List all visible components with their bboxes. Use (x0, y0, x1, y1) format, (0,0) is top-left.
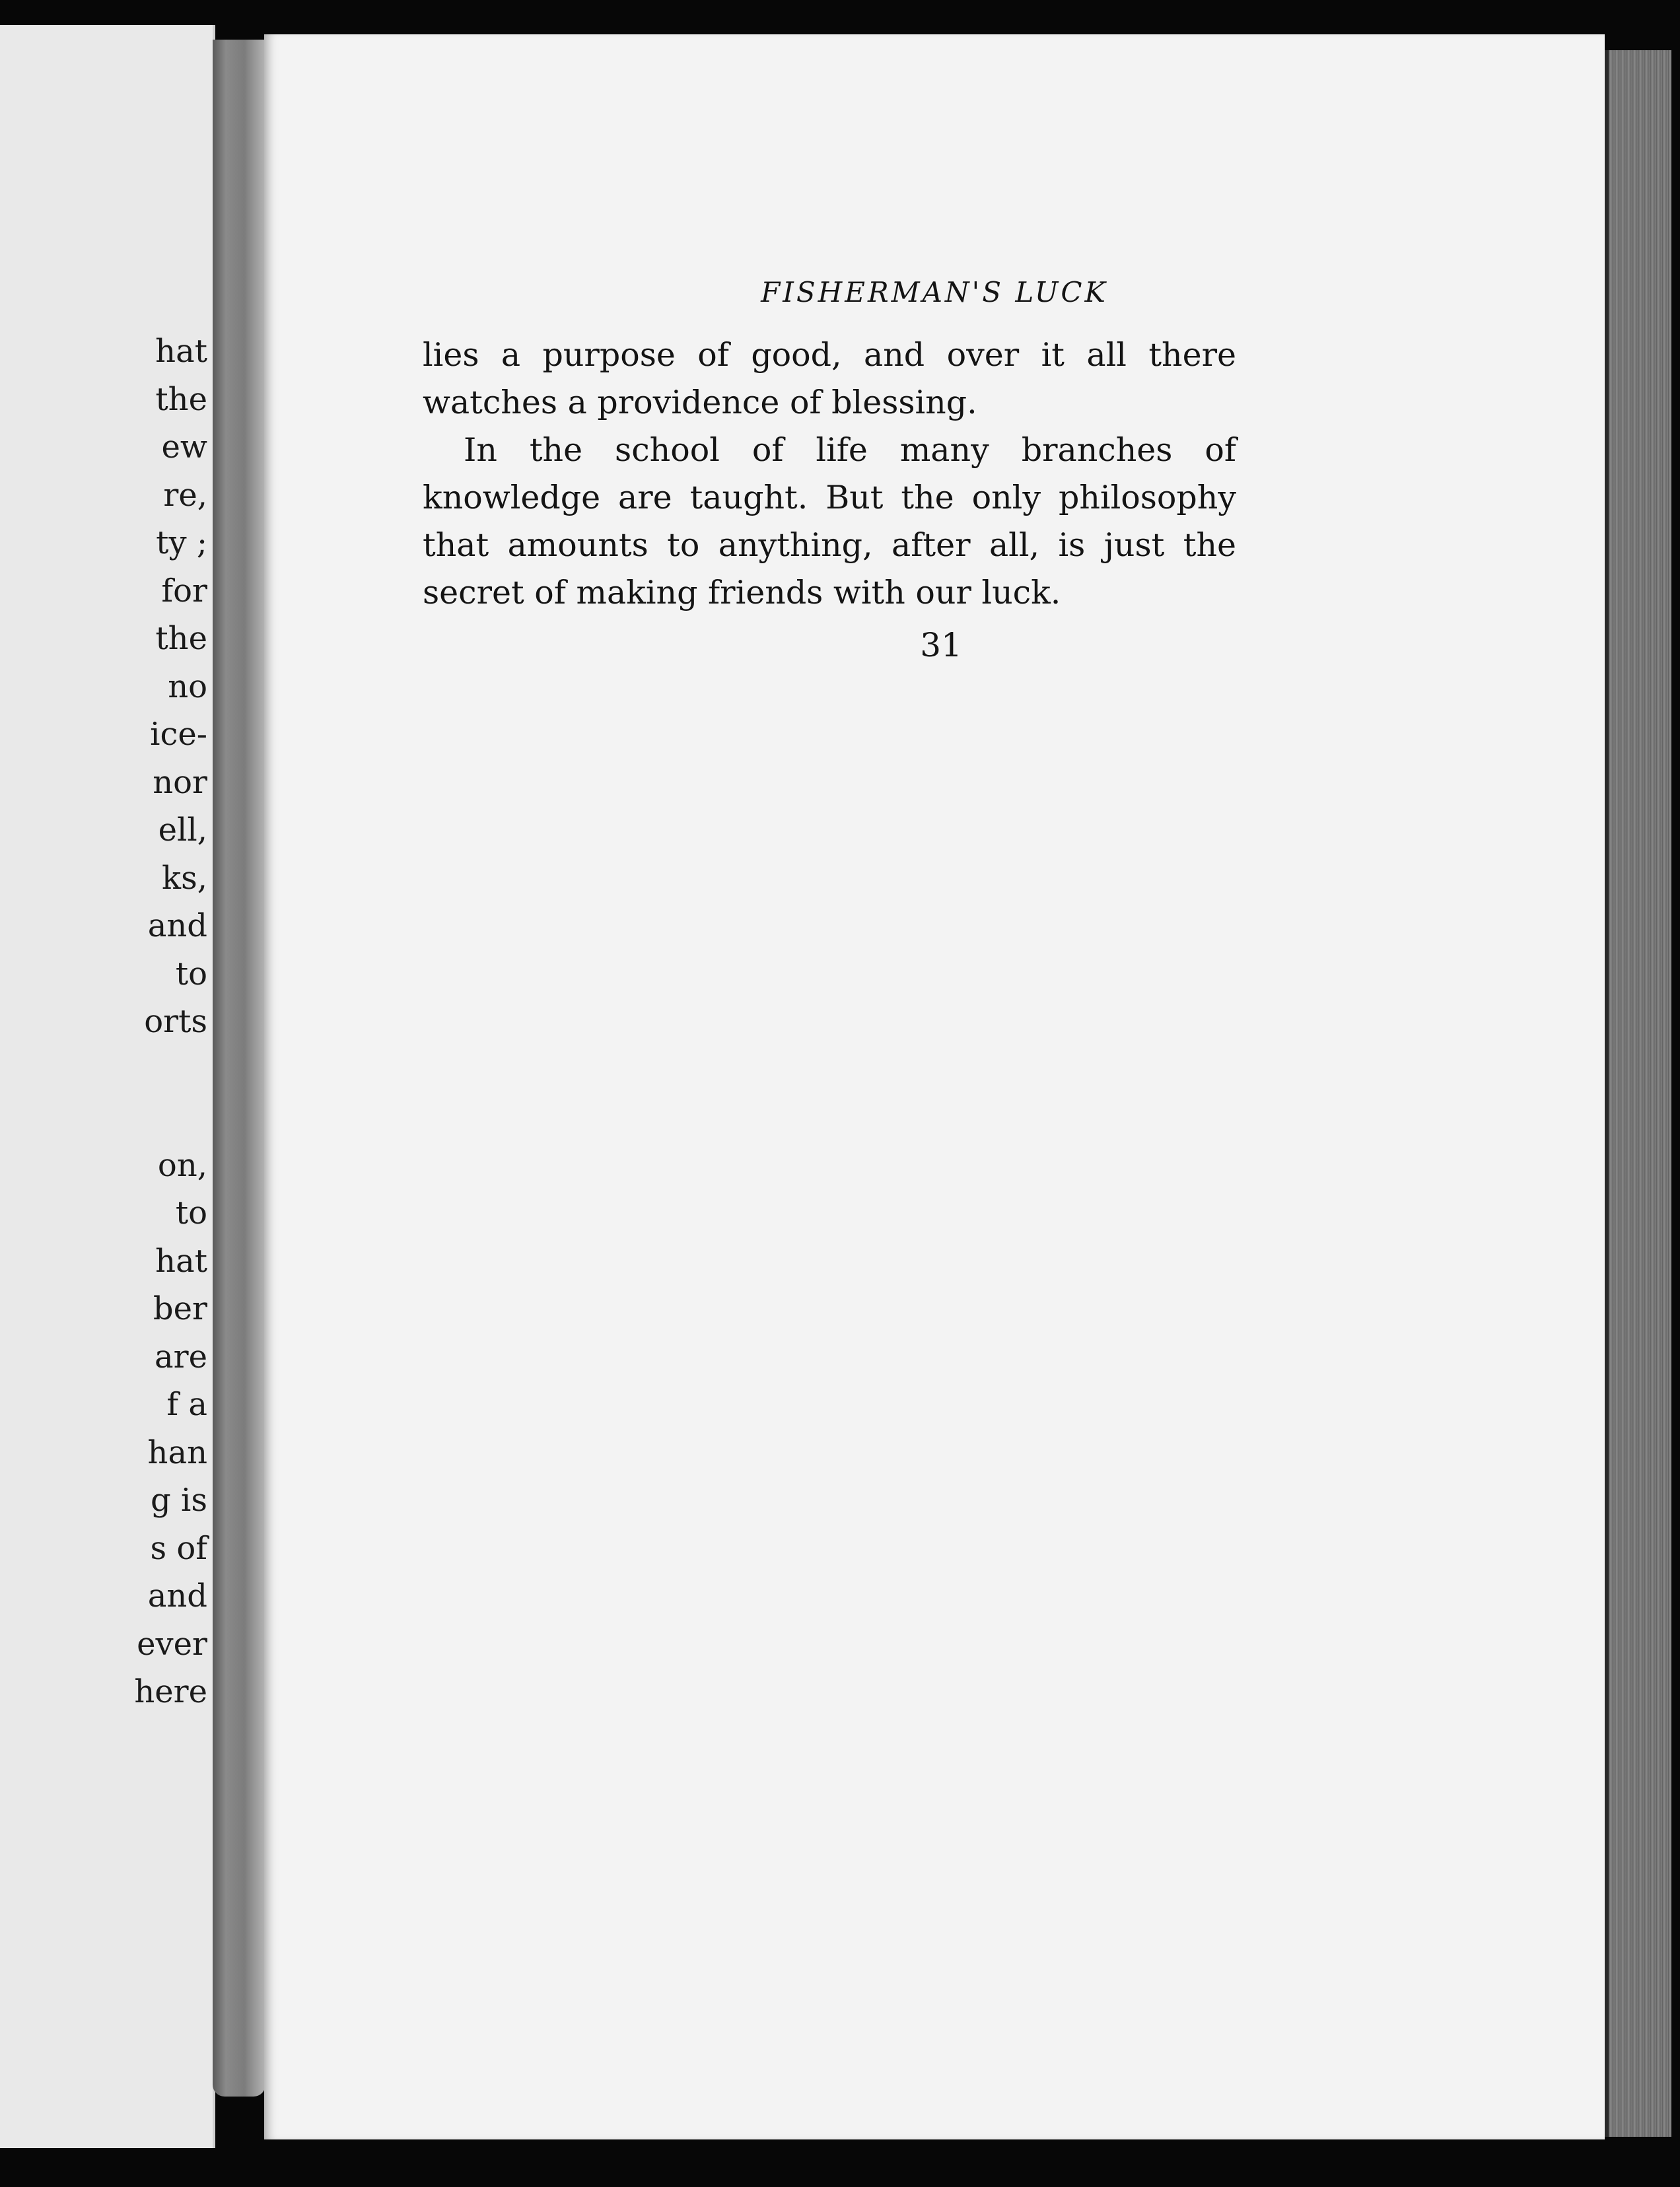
left-line: hat (155, 333, 207, 370)
left-page-text-fragments (134, 328, 207, 1716)
page-number: 31 (920, 626, 962, 664)
book-fore-edge (1605, 50, 1671, 2137)
left-line: to (175, 1195, 207, 1232)
left-line: ty ; (156, 524, 207, 561)
paragraph: In the school of life many branches of knowledge are taught. But the only philosophy that amounts to anything, after all, is just the secret of making friends with our luck. (423, 431, 1236, 611)
left-line: here (134, 1673, 207, 1710)
left-line: to (175, 955, 207, 992)
left-line: the (155, 620, 207, 657)
left-line: for (161, 572, 207, 609)
left-line: on, (157, 1146, 207, 1184)
book-gutter-shadow (213, 40, 265, 2097)
left-line: g is (151, 1482, 207, 1519)
left-line: and (147, 1578, 207, 1614)
left-line: orts (144, 1003, 207, 1040)
left-line: f a (166, 1386, 207, 1423)
left-line: ell, (158, 812, 207, 849)
running-head: FISHERMAN'S LUCK (761, 276, 1108, 308)
left-line: ks, (162, 859, 207, 897)
left-line: re, (163, 476, 207, 514)
left-line: no (168, 668, 207, 705)
left-line: ice- (150, 716, 207, 753)
left-line-gap (134, 1046, 207, 1142)
left-facing-page (0, 25, 215, 2148)
left-line: ber (153, 1290, 207, 1327)
left-line: han (147, 1434, 207, 1471)
left-line: and (147, 907, 207, 944)
page-body-text (423, 331, 1236, 617)
left-line: are (155, 1338, 207, 1375)
left-line: ew (161, 429, 207, 466)
left-line: ever (137, 1625, 207, 1663)
left-line: hat (155, 1242, 207, 1280)
paragraph: lies a purpose of good, and over it all there watches a providence of blessing. (423, 336, 1236, 421)
left-line: nor (153, 763, 207, 801)
left-line: the (155, 380, 207, 418)
left-line: s of (150, 1529, 207, 1567)
